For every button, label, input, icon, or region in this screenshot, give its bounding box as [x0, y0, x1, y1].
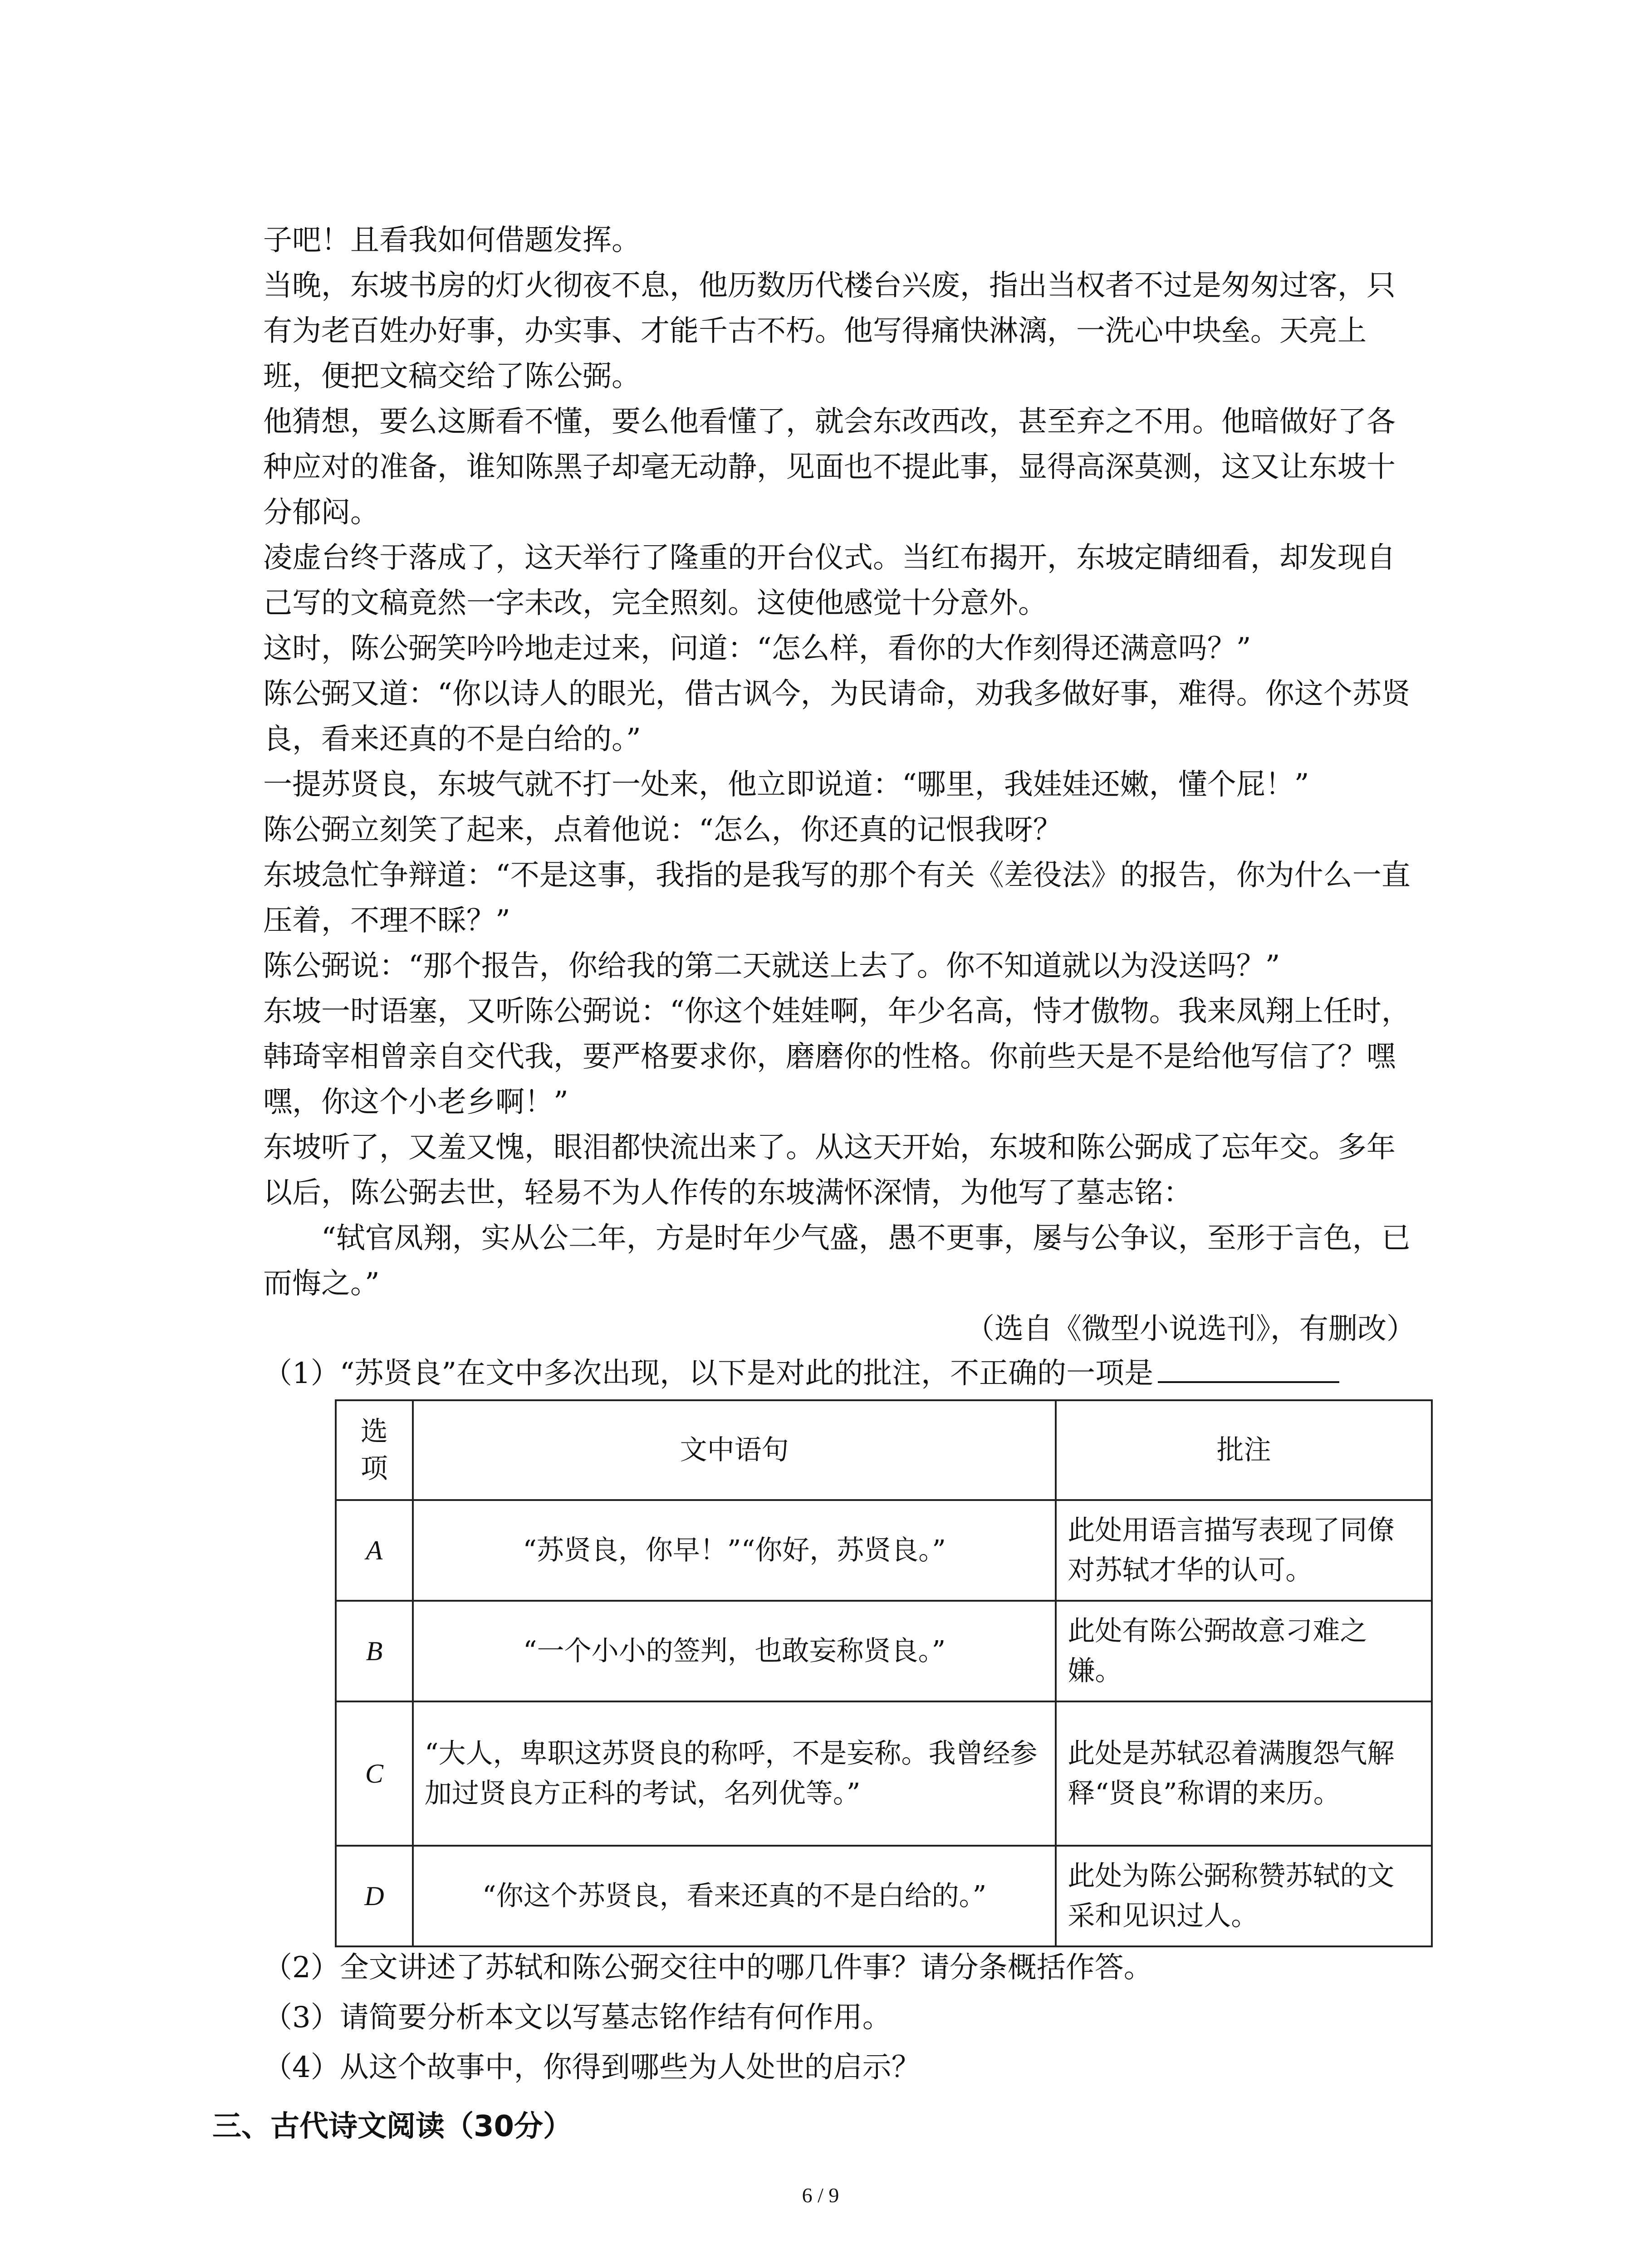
story-paragraph: 当晚，东坡书房的灯火彻夜不息，他历数历代楼台兴废，指出当权者不过是匆匆过客，只有为老百姓办好事，办实事、才能千古不朽。他写得痛快淋漓，一洗心中块垒。天亮上班，便把文稿交给了陈公弼。: [263, 269, 1396, 393]
story-paragraph: 陈公弼说：“那个报告，你给我的第二天就送上去了。你不知道就以为没送吗？”: [263, 949, 1280, 983]
story-paragraph: 子吧！且看我如何借题发挥。: [263, 224, 641, 257]
row-sentence: “你这个苏贤良，看来还真的不是白给的。”: [413, 1846, 1056, 1946]
question-1: [263, 1349, 1416, 1396]
row-sentence: “大人，卑职这苏贤良的称呼，不是妄称。我曾经参加过贤良方正科的考试，名列优等。”: [413, 1701, 1056, 1846]
section-heading: 三、古代诗文阅读（30分）: [212, 2110, 573, 2143]
story-paragraph: 东坡急忙争辩道：“不是这事，我指的是我写的那个有关《差役法》的报告，你为什么一直压着，不理不睬？”: [263, 859, 1411, 938]
row-note: 此处是苏轼忍着满腹怨气解释“贤良”称谓的来历。: [1056, 1701, 1432, 1846]
option-letter: C: [336, 1701, 413, 1846]
option-letter: A: [336, 1500, 413, 1601]
option-letter: D: [336, 1846, 413, 1946]
story-paragraph: 东坡听了，又羞又愧，眼泪都快流出来了。从这天开始，东坡和陈公弼成了忘年交。多年以后，陈公弼去世，轻易不为人作传的东坡满怀深情，为他写了墓志铭：: [263, 1131, 1396, 1210]
row-note: 此处有陈公弼故意刁难之嫌。: [1056, 1601, 1432, 1701]
table-header-row: [336, 1400, 1432, 1500]
story-paragraph: 东坡一时语塞，又听陈公弼说：“你这个娃娃啊，年少名高，恃才傲物。我来凤翔上任时，韩琦宰相曾亲自交代我，要严格要求你，磨磨你的性格。你前些天是不是给他写信了？嘿嘿，你这个小老乡啊！”: [263, 995, 1411, 1119]
row-note: 此处用语言描写表现了同僚对苏轼才华的认可。: [1056, 1500, 1432, 1601]
row-sentence: “一个小小的签判，也敢妄称贤良。”: [413, 1601, 1056, 1701]
question-4: （4）从这个故事中，你得到哪些为人处世的启示？: [263, 2051, 921, 2084]
row-note: 此处为陈公弼称赞苏轼的文采和见识过人。: [1056, 1846, 1432, 1946]
epitaph-quote: “轼官凤翔，实从公二年，方是时年少气盛，愚不更事，屡与公争议，至形于言色，已而悔之。”: [263, 1222, 1411, 1300]
page-number: 6 / 9: [802, 2184, 839, 2207]
question-3: （3）请简要分析本文以写墓志铭作结有何作用。: [263, 2001, 892, 2034]
table-row: [336, 1601, 1432, 1701]
story-paragraph: 这时，陈公弼笑吟吟地走过来，问道：“怎么样，看你的大作刻得还满意吗？”: [263, 632, 1251, 665]
row-sentence: “苏贤良，你早！”“你好，苏贤良。”: [413, 1500, 1056, 1601]
annotation-table: [335, 1399, 1433, 1947]
question-2: （2）全文讲述了苏轼和陈公弼交往中的哪几件事？请分条概括作答。: [263, 1951, 1153, 1984]
table-row: [336, 1500, 1432, 1601]
answer-blank[interactable]: [1158, 1349, 1339, 1383]
source-citation: （选自《微型小说选刊》，有删改）: [965, 1312, 1416, 1346]
header-note: 批注: [1056, 1400, 1432, 1500]
story-text: [263, 218, 1416, 1352]
option-letter: B: [336, 1601, 413, 1701]
table-row: [336, 1846, 1432, 1946]
question-1-text: （1）“苏贤良”在文中多次出现，以下是对此的批注，不正确的一项是: [263, 1357, 1154, 1390]
story-paragraph: 陈公弼又道：“你以诗人的眼光，借古讽今，为民请命，劝我多做好事，难得。你这个苏贤良，看来还真的不是白给的。”: [263, 677, 1411, 756]
story-paragraph: 凌虚台终于落成了，这天举行了隆重的开台仪式。当红布揭开，东坡定睛细看，却发现自己写的文稿竟然一字未改，完全照刻。这使他感觉十分意外。: [263, 541, 1396, 620]
header-option: 选 项: [336, 1400, 413, 1500]
story-paragraph: 一提苏贤良，东坡气就不打一处来，他立即说道：“哪里，我娃娃还嫩，懂个屁！”: [263, 768, 1309, 802]
story-paragraph: 陈公弼立刻笑了起来，点着他说：“怎么，你还真的记恨我呀？: [263, 813, 1062, 847]
header-sentence: 文中语句: [413, 1400, 1056, 1500]
table-row: [336, 1701, 1432, 1846]
story-paragraph: 他猜想，要么这厮看不懂，要么他看懂了，就会东改西改，甚至弃之不用。他暗做好了各种应对的准备，谁知陈黑子却毫无动静，见面也不提此事，显得高深莫测，这又让东坡十分郁闷。: [263, 405, 1396, 529]
